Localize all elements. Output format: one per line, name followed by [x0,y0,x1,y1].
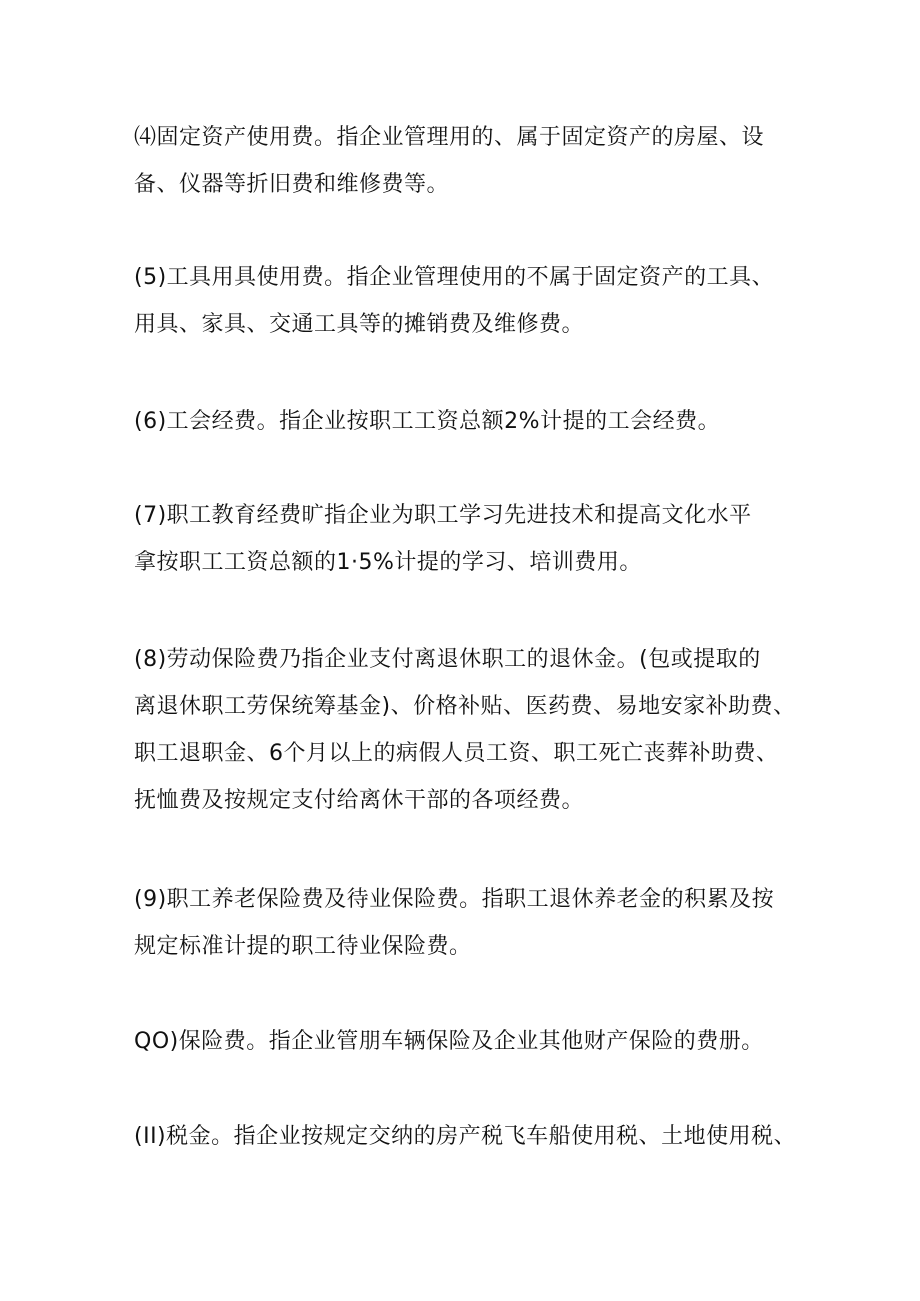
paragraph-labor-insurance [134,636,794,824]
text-line: (9)职工养老保险费及待业保险费。指职工退休养老金的积累及按 [134,887,775,912]
text-line: 用具、家具、交通工具等的摊销费及维修费。 [134,312,585,337]
text-line: 备、仪器等折旧费和维修费等。 [134,172,450,197]
text-line: 离退休职工劳保统筹基金)、价格补贴、医药费、易地安家补助费、 [134,694,796,719]
paragraph-insurance-fee [134,1018,794,1065]
text-line: 拿按职工工资总额的1·5%计提的学习、培训费用。 [134,550,642,575]
paragraph-fixed-asset-fee [134,114,794,208]
text-line: 职工退职金、6个月以上的病假人员工资、职工死亡丧葬补助费、 [134,741,779,766]
paragraph-tool-fee [134,254,794,348]
paragraph-taxes [134,1113,797,1160]
paragraph-pension-insurance [134,876,794,970]
text-line: (7)职工教育经费旷指企业为职工学习先进技术和提高文化水平 [134,503,752,528]
text-line: (II)税金。指企业按规定交纳的房产税飞车船使用税、土地使用税、 [134,1124,797,1149]
text-line: ⑷固定资产使用费。指企业管理用的、属于固定资产的房屋、设 [134,125,765,150]
text-line: QO)保险费。指企业管朋车辆保险及企业其他财产保险的费册。 [134,1029,764,1054]
text-line: (5)工具用具使用费。指企业管理使用的不属于固定资产的工具、 [134,265,775,290]
text-line: (8)劳动保险费乃指企业支付离退休职工的退休金。(包或提取的 [134,647,761,672]
text-line: 抚恤费及按规定支付给离休干部的各项经费。 [134,788,585,813]
text-line: (6)工会经费。指企业按职工工资总额2%计提的工会经费。 [134,409,721,434]
paragraph-union-fee [134,398,794,445]
paragraph-education-fee [134,492,794,586]
text-line: 规定标准计提的职工待业保险费。 [134,934,472,959]
